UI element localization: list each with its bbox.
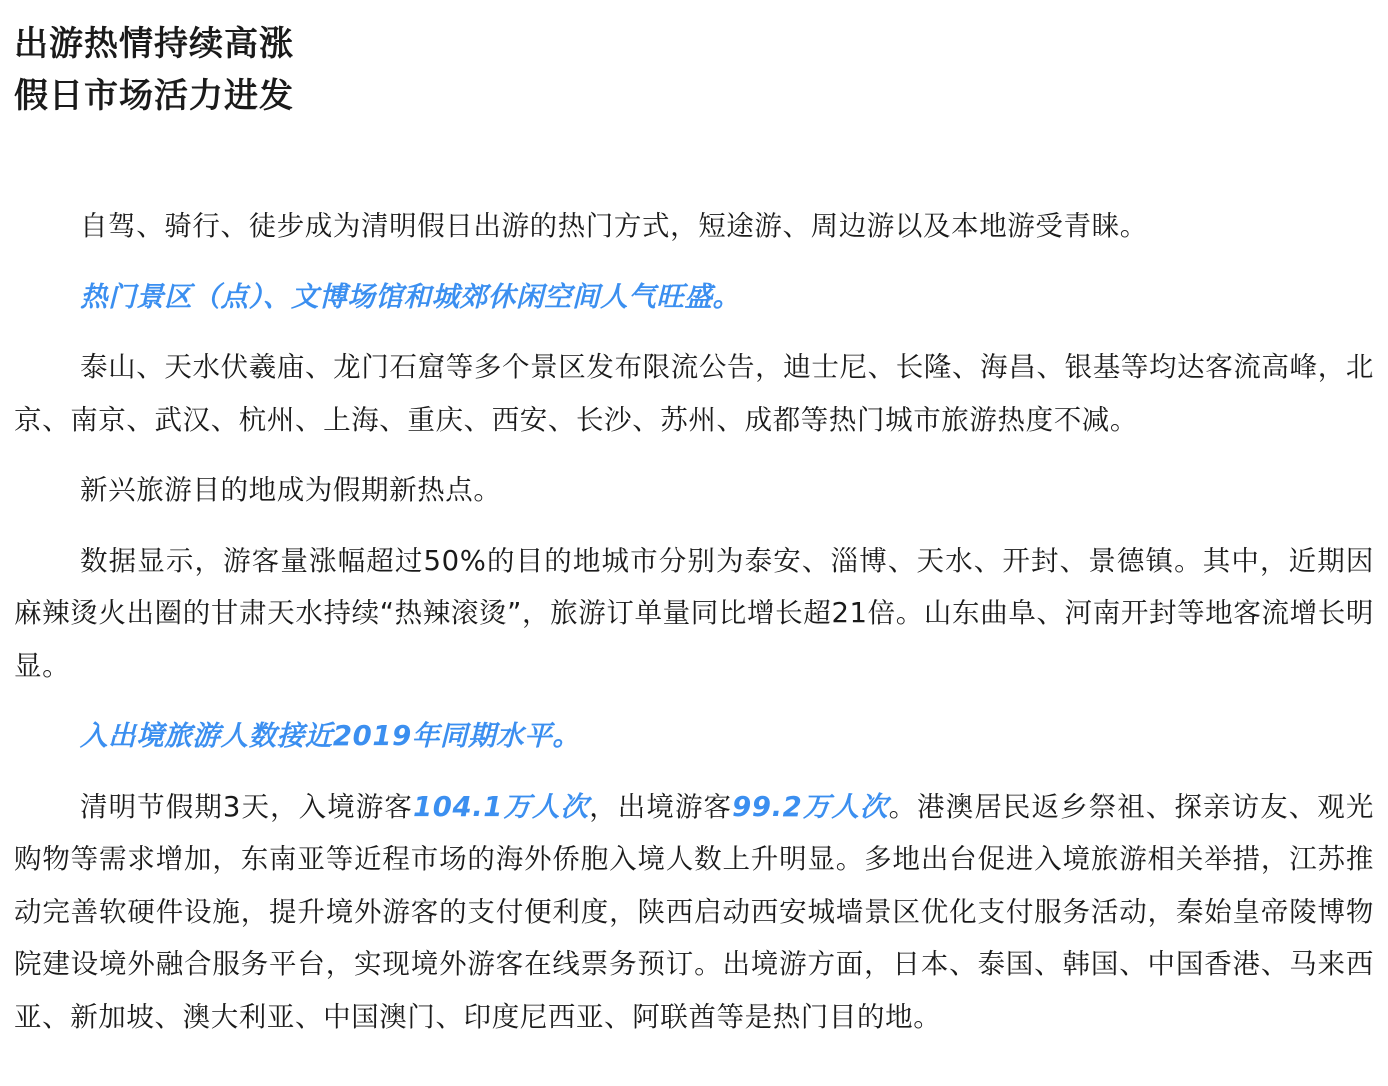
article-title xyxy=(14,0,1374,122)
paragraph-inbound-outbound xyxy=(14,781,1374,1044)
subheading-popular-scenic-spots: 热门景区（点）、文博场馆和城郊休闲空间人气旺盛。 xyxy=(80,280,741,313)
outbound-intro-text: ，出境游客 xyxy=(589,790,733,823)
outbound-count: 99.2万人次 xyxy=(732,790,889,823)
paragraph-data: 数据显示，游客量涨幅超过50%的目的地城市分别为泰安、淄博、天水、开封、景德镇。其中，近期因麻辣烫火出圈的甘肃天水持续“热辣滚烫”，旅游订单量同比增长超21倍。山东曲阜、河南开封等地客流增长明显。 xyxy=(14,544,1374,682)
paragraph-scenic-spots: 泰山、天水伏羲庙、龙门石窟等多个景区发布限流公告，迪士尼、长隆、海昌、银基等均达客流高峰，北京、南京、武汉、杭州、上海、重庆、西安、长沙、苏州、成都等热门城市旅游热度不减。 xyxy=(14,351,1374,436)
inbound-intro-text: 清明节假期3天，入境游客 xyxy=(80,790,413,823)
paragraph-travel-modes: 自驾、骑行、徒步成为清明假日出游的热门方式，短途游、周边游以及本地游受青睐。 xyxy=(80,210,1148,242)
inbound-outbound-details: 。港澳居民返乡祭祖、探亲访友、观光购物等需求增加，东南亚等近程市场的海外侨胞入境人数上升明显。多地出台促进入境旅游相关举措，江苏推动完善软硬件设施，提升境外游客的支付便利度，陕西启动西安城墙景区优化支付服务活动，秦始皇帝陵博物院建设境外融合服务平台，实现境外游客在线票务预订。出境游方面，日本、泰国、韩国、中国香港、马来西亚、新加坡、澳大利亚、中国澳门、印度尼西亚、阿联酋等是热门目的地。 xyxy=(14,790,1374,1033)
paragraph-new-destinations: 新兴旅游目的地成为假期新热点。 xyxy=(80,474,502,506)
title-line-2: 假日市场活力进发 xyxy=(14,76,294,116)
inbound-count: 104.1万人次 xyxy=(412,790,590,823)
subheading-inbound-outbound: 入出境旅游人数接近2019年同期水平。 xyxy=(80,720,581,752)
title-line-1: 出游热情持续高涨 xyxy=(14,24,294,64)
article-body xyxy=(14,200,1374,1043)
